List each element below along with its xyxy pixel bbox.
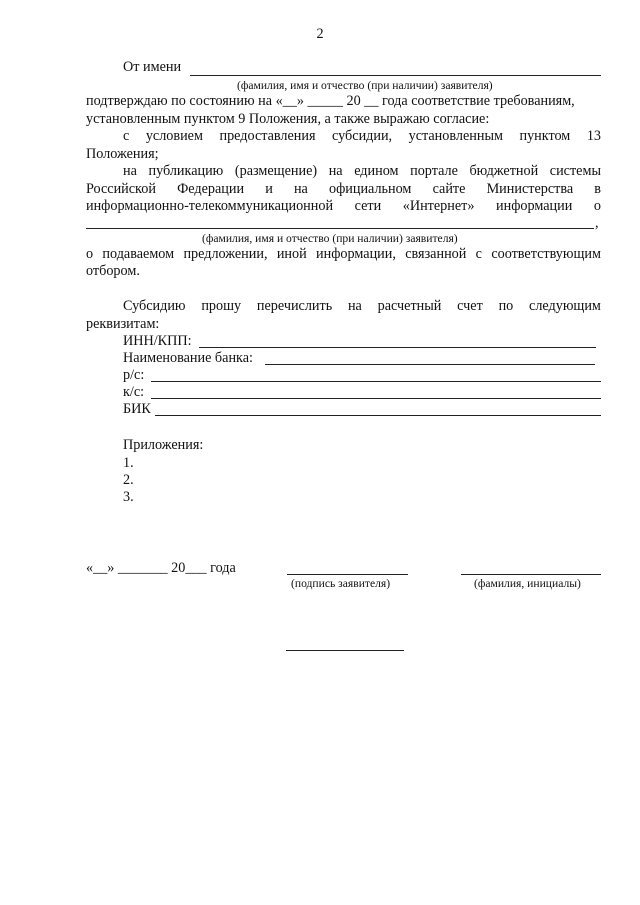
signature-field[interactable] [287,574,408,575]
ks-field[interactable] [151,398,601,399]
applicant-name-field[interactable] [190,75,601,76]
para2-line2: Положения; [86,146,159,162]
transfer-line1: Субсидию прошу перечислить на расчетный счет по следующим [123,298,601,314]
para3-line5: о подаваемом предложении, иной информации, связанной с соответствующим [86,246,601,262]
consent-name-field[interactable] [86,228,594,229]
para3-line6: отбором. [86,263,140,279]
rs-label: р/с: [123,367,145,383]
transfer-line2: реквизитам: [86,316,160,332]
para3-line1: на публикацию (размещение) на едином портале бюджетной системы [123,163,601,179]
page-number: 2 [316,26,324,42]
applicant-prefix: От имени [123,59,182,75]
para1-line1: подтверждаю по состоянию на «__» _____ 20 __ года соответствие требованиям, [86,93,575,109]
applicant-caption: (фамилия, имя и отчество (при наличии) заявителя) [237,79,493,92]
attachment-item: 2. [123,472,134,488]
para1-line2: установленным пунктом 9 Положения, а также выражаю согласие: [86,111,490,127]
bank-name-field[interactable] [265,364,595,365]
inn-kpp-label: ИНН/КПП: [123,333,192,349]
rs-field[interactable] [151,381,601,382]
end-separator [286,650,404,651]
bik-label: БИК [123,401,151,417]
attachment-item: 1. [123,455,134,471]
bik-field[interactable] [155,415,601,416]
signature-caption: (подпись заявителя) [291,577,391,590]
inn-kpp-field[interactable] [199,347,596,348]
para3-line3: информационно-телекоммуникационной сети «Интернет» информации о [86,198,601,214]
para3-line2: Российской Федерации и на официальном сайте Министерства в [86,181,601,197]
para2-line1: с условием предоставления субсидии, установленным пунктом 13 [123,128,601,144]
name-initials-caption: (фамилия, инициалы) [474,577,581,590]
attachment-item: 3. [123,489,134,505]
para3-line4-comma: , [595,215,599,231]
bank-name-label: Наименование банка: [123,350,253,366]
ks-label: к/с: [123,384,145,400]
consent-caption: (фамилия, имя и отчество (при наличии) заявителя) [202,232,458,245]
attachments-title: Приложения: [123,437,204,453]
signature-date: «__» _______ 20___ года [86,560,236,576]
name-initials-field[interactable] [461,574,601,575]
